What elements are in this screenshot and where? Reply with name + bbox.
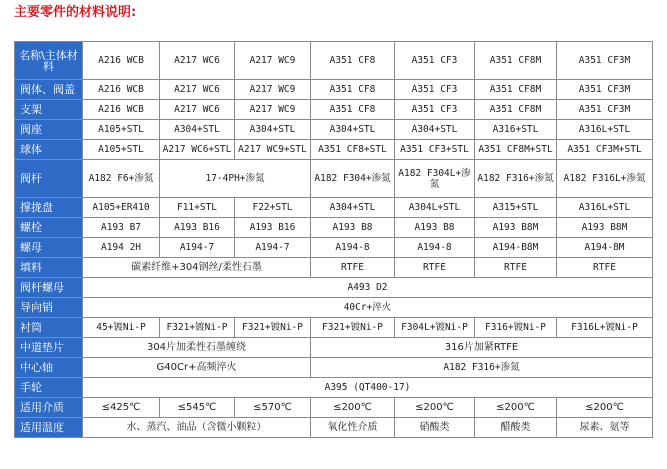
table-cell: F22+STL [235,198,311,218]
table-cell: A182 F6+渗氮 [83,160,160,198]
table-cell: A316+STL [475,120,557,140]
table-row-ball [15,140,653,160]
row-header-cell: 支架 [15,100,83,120]
row-header-cell: 阀杆 [15,160,83,198]
table-cell: A193 B8 [395,218,475,238]
table-cell: A351 CF3 [395,100,475,120]
table-cell: A351 CF8M+STL [475,140,557,160]
table-cell: A351 CF8+STL [311,140,395,160]
table-cell: ≤200℃ [475,398,557,418]
table-cell: F321+镀Ni-P [160,318,235,338]
table-cell: A194-7 [235,238,311,258]
table-row-nut [15,238,653,258]
table-cell: A194-8 [311,238,395,258]
table-cell: A316L+STL [557,198,653,218]
table-cell: A304+STL [160,120,235,140]
table-cell: A217 WC6 [160,100,235,120]
table-row-middle-gasket [15,338,653,358]
table-cell: A351 CF3M+STL [557,140,653,160]
table-cell: A105+STL [83,120,160,140]
table-cell: 17-4PH+渗氮 [160,160,311,198]
row-header-cell: 阀体、阀盖 [15,80,83,100]
table-row-stem-nut [15,278,653,298]
page-title: 主要零件的材料说明: [14,5,137,20]
table-cell: A194-B8M [475,238,557,258]
table-cell: A315+STL [475,198,557,218]
row-header-cell: 手轮 [15,378,83,398]
table-cell: A216 WCB [83,100,160,120]
table-row-bolt [15,218,653,238]
table-cell: 醋酸类 [475,418,557,438]
row-header-cell: 中心轴 [15,358,83,378]
table-cell: A304+STL [395,120,475,140]
table-cell: ≤200℃ [311,398,395,418]
table-cell: F316L+镀Ni-P [557,318,653,338]
table-cell: 氧化性介质 [311,418,395,438]
row-header-cell: 名称\主体材料 [15,42,83,80]
table-row-support-plate [15,198,653,218]
table-row-header [15,42,653,80]
table-cell: A395 (QT400-17) [83,378,653,398]
table-row-seat [15,120,653,140]
table-cell: A193 B8 [311,218,395,238]
table-cell: A316L+STL [557,120,653,140]
table-cell: 硝酸类 [395,418,475,438]
row-header-cell: 适用介质 [15,398,83,418]
table-cell: A217 WC9+STL [235,140,311,160]
table-row-center-shaft [15,358,653,378]
table-cell: G40Cr+高频淬火 [83,358,311,378]
table-cell: 304片加柔性石墨缠绕 [83,338,311,358]
table-cell: 40Cr+淬火 [83,298,653,318]
table-cell: A351 CF3+STL [395,140,475,160]
column-header: A351 CF8M [475,42,557,80]
table-cell: RTFE [475,258,557,278]
table-cell: A351 CF8 [311,80,395,100]
row-header-cell: 填料 [15,258,83,278]
table-cell: A351 CF8M [475,80,557,100]
row-header-cell: 适用温度 [15,418,83,438]
table-row-stem [15,160,653,198]
table-cell: A351 CF3M [557,100,653,120]
column-header: A217 WC6 [160,42,235,80]
table-cell: A193 B8M [475,218,557,238]
table-cell: A105+ER410 [83,198,160,218]
table-cell: A182 F304L+渗氮 [395,160,475,198]
table-cell: A193 B16 [235,218,311,238]
table-cell: A182 F316L+渗氮 [557,160,653,198]
table-cell: RTFE [311,258,395,278]
table-cell: A193 B16 [160,218,235,238]
table-cell: A193 B7 [83,218,160,238]
table-cell: A216 WCB [83,80,160,100]
table-cell: F321+镀Ni-P [311,318,395,338]
column-header: A351 CF3M [557,42,653,80]
table-row-guide-pin [15,298,653,318]
table-cell: 45+镀Ni-P [83,318,160,338]
table-cell: A351 CF3 [395,80,475,100]
row-header-cell: 阀座 [15,120,83,140]
table-cell: A217 WC9 [235,80,311,100]
table-cell: A182 F304+渗氮 [311,160,395,198]
table-row-bushing [15,318,653,338]
table-cell: A351 CF8M [475,100,557,120]
table-cell: ≤570℃ [235,398,311,418]
table-cell: A217 WC6+STL [160,140,235,160]
column-header: A216 WCB [83,42,160,80]
table-cell: F321+镀Ni-P [235,318,311,338]
table-cell: 尿素、氨等 [557,418,653,438]
table-row-handwheel [15,378,653,398]
table-cell: RTFE [557,258,653,278]
column-header: A217 WC9 [235,42,311,80]
table-cell: ≤425℃ [83,398,160,418]
table-cell: A217 WC6 [160,80,235,100]
row-header-cell: 球体 [15,140,83,160]
table-cell: F11+STL [160,198,235,218]
table-cell: A351 CF8 [311,100,395,120]
row-header-cell: 螺母 [15,238,83,258]
table-cell: 316片加紧RTFE [311,338,653,358]
table-cell: A304+STL [235,120,311,140]
table-cell: A194-8 [395,238,475,258]
table-cell: F304L+镀Ni-P [395,318,475,338]
table-cell: F316+镀Ni-P [475,318,557,338]
column-header: A351 CF8 [311,42,395,80]
table-row-packing [15,258,653,278]
materials-table [14,41,653,438]
table-cell: A182 F316+渗氮 [475,160,557,198]
row-header-cell: 中道垫片 [15,338,83,358]
table-cell: A105+STL [83,140,160,160]
table-cell: RTFE [395,258,475,278]
table-cell: A194 2H [83,238,160,258]
table-row-body-bonnet [15,80,653,100]
table-cell: A493 D2 [83,278,653,298]
row-header-cell: 导向销 [15,298,83,318]
table-cell: A304+STL [311,198,395,218]
table-cell: ≤545℃ [160,398,235,418]
table-row-bracket [15,100,653,120]
table-cell: A194-8M [557,238,653,258]
table-cell: A304+STL [311,120,395,140]
table-cell: A351 CF3M [557,80,653,100]
table-cell: A193 B8M [557,218,653,238]
table-row-temperature [15,418,653,438]
table-cell: A182 F316+渗氮 [311,358,653,378]
row-header-cell: 阀杆螺母 [15,278,83,298]
table-cell: 水、蒸汽、油品（含微小颗粒） [83,418,311,438]
row-header-cell: 撑拢盘 [15,198,83,218]
row-header-cell: 衬筒 [15,318,83,338]
table-row-medium [15,398,653,418]
table-cell: ≤200℃ [395,398,475,418]
table-cell: A304L+STL [395,198,475,218]
row-header-cell: 螺栓 [15,218,83,238]
column-header: A351 CF3 [395,42,475,80]
table-cell: A194-7 [160,238,235,258]
table-cell: A217 WC9 [235,100,311,120]
table-cell: 碳素纤维+304钢丝/柔性石墨 [83,258,311,278]
table-cell: ≤200℃ [557,398,653,418]
